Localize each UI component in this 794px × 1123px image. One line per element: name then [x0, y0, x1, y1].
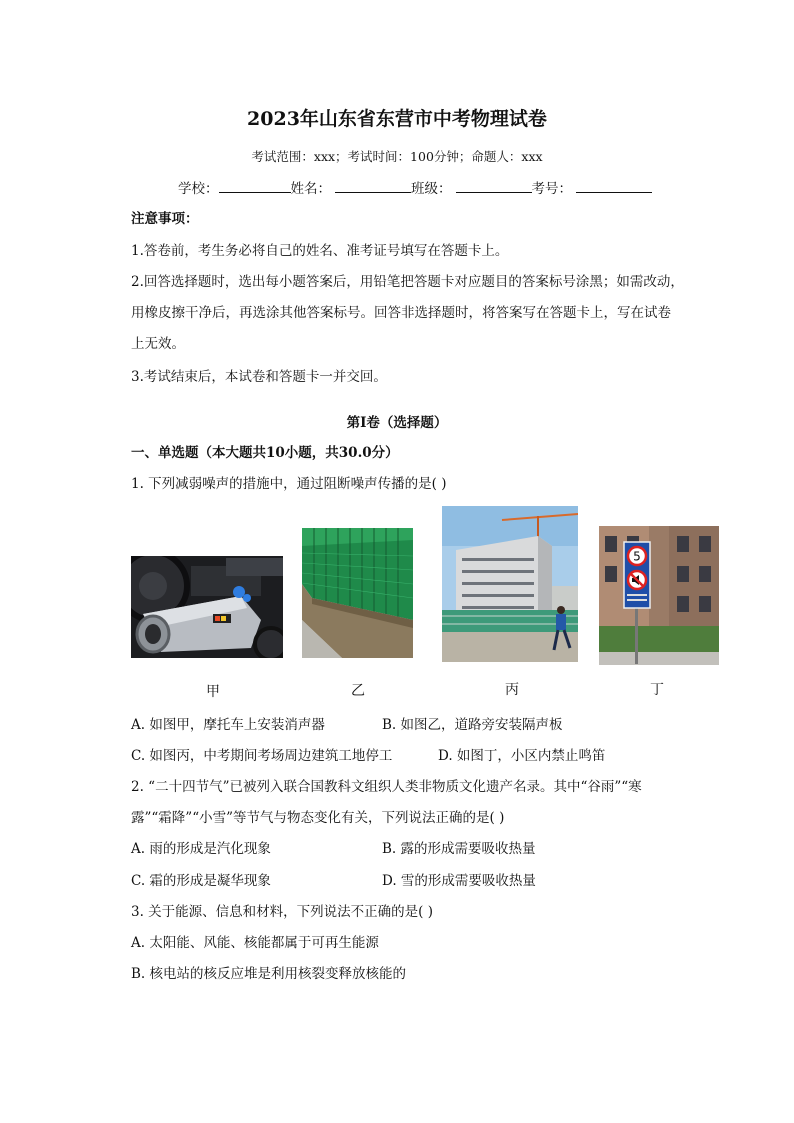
notice-line-2b: 用橡皮擦干净后，再选涂其他答案标号。回答非选择题时，将答案写在答题卡上，写在试卷: [131, 305, 671, 321]
figure-yi-sound-barrier: [302, 528, 413, 658]
student-info-fields: [178, 177, 652, 197]
notice-heading: 注意事项：: [131, 211, 199, 227]
caption-bing: 丙: [505, 682, 519, 698]
field-class-blank: [456, 178, 532, 193]
figure-jia-motorcycle-muffler: [131, 556, 283, 658]
q1-option-a: A. 如图甲，摩托车上安装消声器: [131, 717, 325, 733]
q1-option-d: D. 如图丁，小区内禁止鸣笛: [438, 748, 606, 764]
caption-ding: 丁: [650, 682, 664, 698]
question-2-stem-b: 露”“霜降”“小雪”等节气与物态变化有关，下列说法正确的是( ): [131, 810, 505, 826]
caption-yi: 乙: [351, 683, 365, 699]
q2-option-c: C. 霜的形成是凝华现象: [131, 873, 271, 889]
construction-site-illustration: [442, 506, 578, 662]
question-3-stem: 3. 关于能源、信息和材料，下列说法不正确的是( ): [131, 904, 433, 920]
notice-line-1: 1.答卷前，考生务必将自己的姓名、准考证号填写在答题卡上。: [131, 243, 509, 259]
field-number-label: 考号：: [531, 181, 572, 197]
field-school-label: 学校：: [178, 181, 219, 197]
notice-line-3: 3.考试结束后，本试卷和答题卡一并交回。: [131, 369, 387, 385]
q2-option-a: A. 雨的形成是汽化现象: [131, 841, 271, 857]
question-1-stem: 1. 下列减弱噪声的措施中，通过阻断噪声传播的是( ): [131, 476, 447, 492]
field-class-label: 班级：: [411, 181, 452, 197]
muffler-illustration: [131, 556, 283, 658]
figure-bing-construction-site: [442, 506, 578, 662]
q1-option-b: B. 如图乙，道路旁安装隔声板: [382, 717, 563, 733]
field-number-blank: [576, 178, 652, 193]
notice-line-2a: 2.回答选择题时，选出每小题答案后，用铅笔把答题卡对应题目的答案标号涂黑；如需改动，: [131, 274, 684, 290]
question-2-stem-a: 2. “二十四节气”已被列入联合国教科文组织人类非物质文化遗产名录。其中“谷雨”“寒: [131, 779, 642, 795]
q2-option-b: B. 露的形成需要吸收热量: [382, 841, 536, 857]
no-honking-illustration: [599, 526, 719, 665]
section-subtitle: 一、单选题（本大题共10小题，共30.0分）: [131, 445, 399, 461]
exam-title: 2023年山东省东营市中考物理试卷: [247, 108, 547, 130]
exam-info: 考试范围：xxx；考试时间：100分钟；命题人：xxx: [251, 149, 543, 164]
q2-option-d: D. 雪的形成需要吸收热量: [382, 873, 536, 889]
q3-option-a: A. 太阳能、风能、核能都属于可再生能源: [131, 935, 379, 951]
field-name-blank: [335, 178, 411, 193]
section-title: 第I卷（选择题）: [346, 415, 448, 431]
q1-option-c: C. 如图丙，中考期间考场周边建筑工地停工: [131, 748, 393, 764]
figure-ding-no-honking-sign: [599, 526, 719, 665]
speed-limit-number: 5: [633, 549, 641, 564]
notice-line-2c: 上无效。: [131, 336, 185, 352]
q3-option-b: B. 核电站的核反应堆是利用核裂变释放核能的: [131, 966, 407, 982]
caption-jia: 甲: [206, 684, 220, 700]
sound-barrier-illustration: [302, 528, 413, 658]
field-name-label: 姓名：: [290, 181, 331, 197]
field-school-blank: [219, 178, 291, 193]
